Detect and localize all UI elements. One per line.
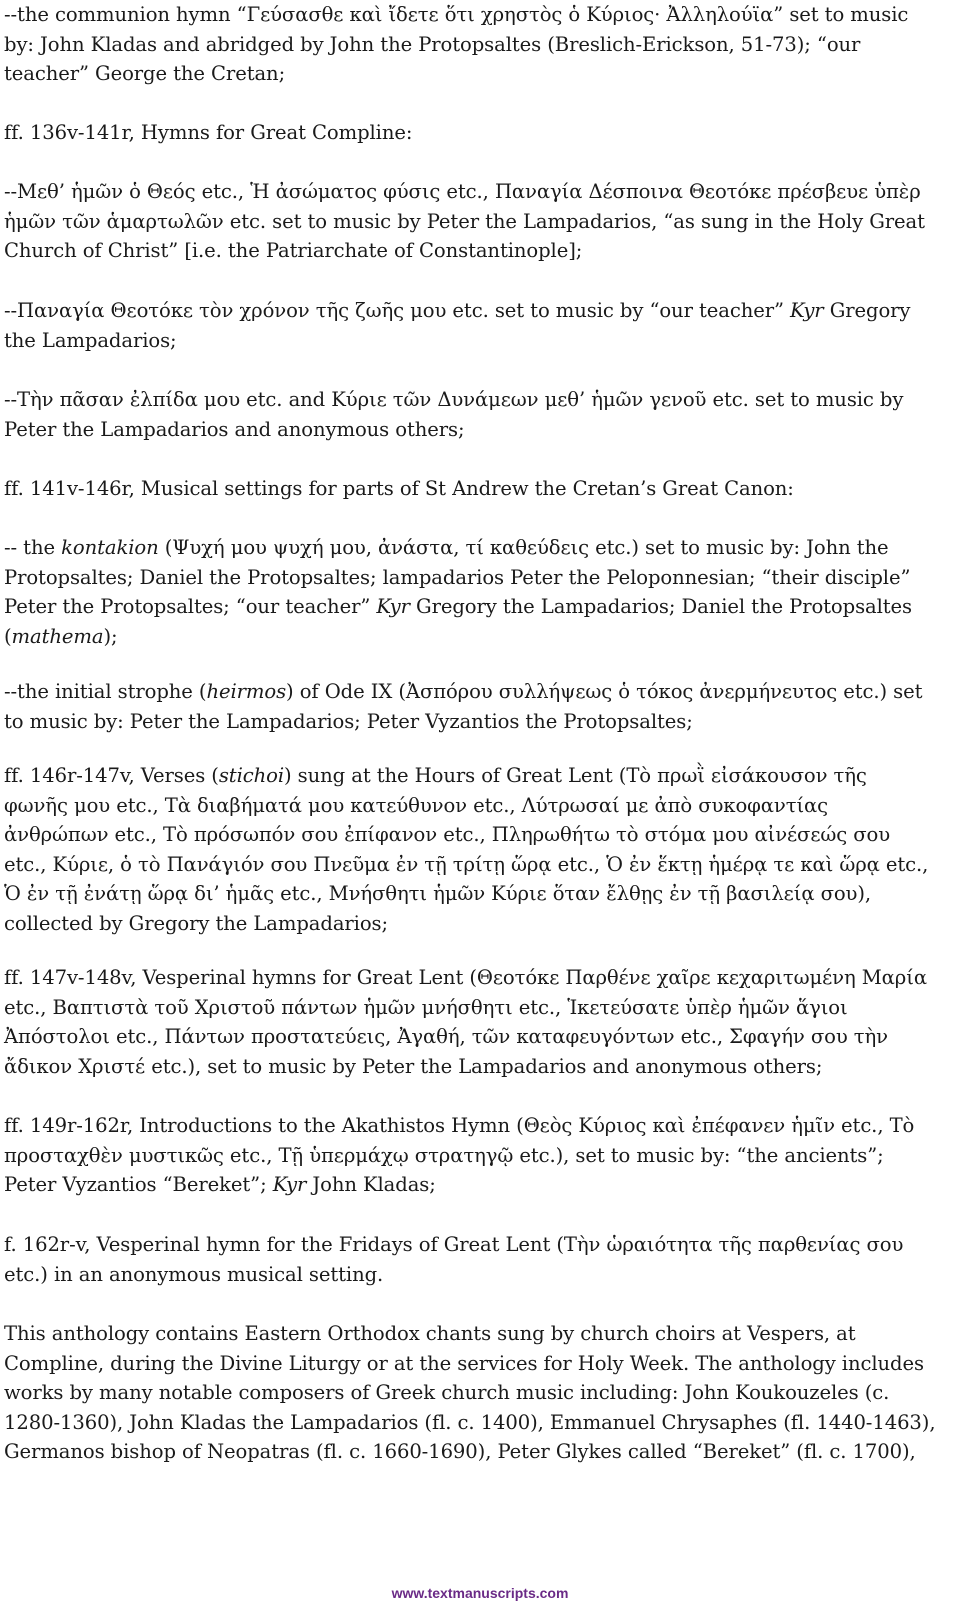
text-run: --Μεθ’ ἡμῶν ὁ Θεός etc., Ἡ ἀσώματος φύσις etc., Παναγία Δέσποινα Θεοτόκε πρέσβευε ὑπὲρ ἡμῶν τῶν ἁμαρτωλῶν etc. set to music by Peter the Lampadarios, “as sung in the Holy Great Church of Christ” [i.e. the Patriarchate of Constantinople]; [4,180,925,263]
text-run: ) of Ode IX (Ἀσπόρου συλλήψεως ὁ τόκος ἀνερμήνευτος etc.) set to music by: Peter the Lampadarios; Peter Vyzantios the Protopsaltes; [4,680,923,733]
italic-term: Kyr [790,299,824,322]
paragraph-meth-imon [4,177,936,266]
text-run: -- the [4,536,62,559]
paragraph-heirmos [4,677,936,736]
italic-term: stichoi [218,764,284,787]
paragraph-stichoi [4,761,936,939]
text-run: --Τὴν πᾶσαν ἐλπίδα μου etc. and Κύριε τῶν Δυνάμεων μεθ’ ἡμῶν γενοῦ etc. set to music by Peter the Lampadarios and anonymous others; [4,388,904,441]
paragraph-akathistos [4,1111,936,1200]
italic-term: mathema [11,624,104,648]
italic-term: Kyr [376,595,410,619]
text-run: ff. 141v-146r, Musical settings for parts of St Andrew the Cretan’s Great Canon: [4,477,794,500]
paragraph-communion-hymn [4,0,936,89]
text-run: (Ψυχή μου ψυχή μου, ἀνάστα, τί καθεύδεις etc.) set to music by: John the Protopsaltes; Daniel the Protopsaltes; lampadarios Peter the Peloponnesian; “their disciple” Peter the Protopsaltes; “our teacher” [4,536,911,619]
italic-term: kontakion [61,536,159,559]
text-run: ) sung at the Hours of Great Lent (Τὸ πρωῒ εἰσάκουσον τῆς φωνῆς μου etc., Τὰ διαβήματά μου κατεύθυνον etc., Λύτρωσαί με ἀπὸ συκοφαντίας ἀνθρώπων etc., Τὸ πρόσωπόν σου ἐπίφανον etc., Πληρωθήτω τὸ στόμα μου αἰνέσεώς σου etc., Κύριε, ὁ τὸ Πανάγιόν σου Πνεῦμα ἐν τῇ τρίτῃ ὥρᾳ etc., Ὁ ἐν ἕκτῃ ἡμέρᾳ τε καὶ ὥρᾳ etc., Ὁ ἐν τῇ ἐνάτῃ ὥρᾳ δι’ ἡμᾶς etc., Μνήσθητι ἡμῶν Κύριε ὅταν ἔλθῃς ἐν τῇ βασιλείᾳ σου), collected by Gregory the Lampadarios; [4,764,929,935]
paragraph-vesperinal-hymns [4,963,936,1081]
text-run: --the initial strophe ( [4,680,207,703]
paragraph-tin-pasan [4,385,936,444]
italic-term: heirmos [206,680,287,703]
text-run: ff. 146r-147v, Verses ( [4,764,219,787]
italic-term: Kyr [272,1173,307,1197]
text-run: f. 162r-v, Vesperinal hymn for the Fridays of Great Lent (Τὴν ὡραιότητα τῆς παρθενίας σου etc.) in an anonymous musical setting. [4,1233,904,1286]
text-run: Gregory the Lampadarios; [4,299,911,352]
text-run: This anthology contains Eastern Orthodox chants sung by church choirs at Vespers, at Compline, during the Divine Liturgy or at the services for Holy Week. The anthology includes works by many notable composers of Greek church music including: John Koukouzeles (c. 1280-1360), John Kladas the Lampadarios (fl. c. 1400), Emmanuel Chrysaphes (fl. 1440-1463), Germanos bishop of Neopatras (fl. c. 1660-1690), Peter Glykes called “Bereket” (fl. c. 1700), [4,1322,936,1464]
paragraph-kontakion [4,533,936,651]
text-run: ff. 149r-162r, Introductions to the Akathistos Hymn (Θεὸς Κύριος καὶ ἐπέφανεν ἡμῖν etc., Τὸ προσταχθὲν μυστικῶς etc., Τῇ ὑπερμάχῳ στρατηγῷ etc.), set to music by: “the ancients”; Peter Vyzantios “Bereket”; [4,1114,915,1197]
paragraph-fridays-hymn [4,1230,936,1289]
text-run: --Παναγία Θεοτόκε τὸν χρόνον τῆς ζωῆς μου etc. set to music by “our teacher” [4,299,791,322]
text-run: John Kladas; [306,1173,436,1197]
text-run: --the communion hymn “Γεύσασθε καὶ ἴδετε ὅτι χρηστὸς ὁ Κύριος· Ἀλληλούϊα” set to music by: John Kladas and abridged by John the Protopsaltes (Breslich-Erickson, 51-73); “our teacher” George the Cretan; [4,3,909,86]
paragraph-great-compline-heading [4,118,936,148]
text-run: ff. 147v-148v, Vesperinal hymns for Great Lent (Θεοτόκε Παρθένε χαῖρε κεχαριτωμένη Μαρία etc., Βαπτιστὰ τοῦ Χριστοῦ πάντων ἡμῶν μνήσθητι etc., Ἱκετεύσατε ὑπὲρ ἡμῶν ἅγιοι Ἀπόστολοι etc., Πάντων προστατεύεις, Ἀγαθή, τῶν καταφευγόντων etc., Σφαγήν σου τὴν ἄδικον Χριστέ etc.), set to music by Peter the Lampadarios and anonymous others; [4,966,927,1078]
footer-website-link[interactable]: www.textmanuscripts.com [391,1585,569,1601]
paragraph-anthology-description [4,1319,936,1467]
text-run: ff. 136v-141r, Hymns for Great Compline: [4,121,413,144]
text-run: ); [103,624,118,648]
paragraph-panagia-theotoke [4,296,936,355]
paragraph-great-canon-heading [4,474,936,504]
text-run: Gregory the Lampadarios; Daniel the Protopsaltes ( [4,595,912,648]
